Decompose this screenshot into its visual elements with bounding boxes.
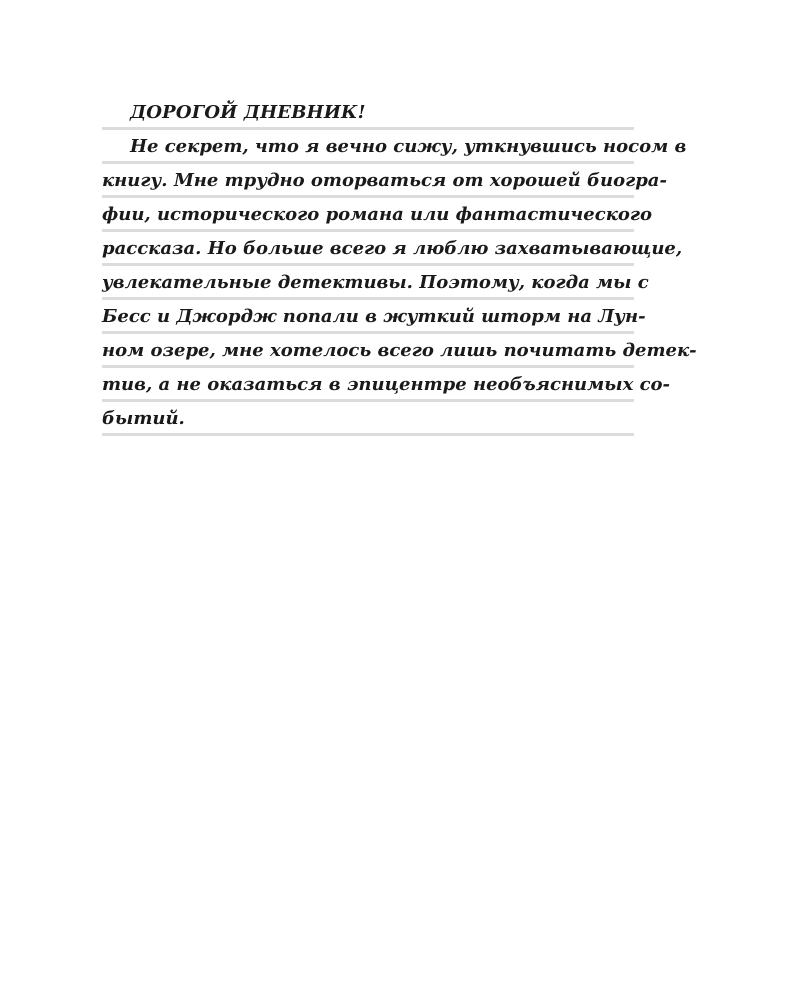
diary-heading: ДОРОГОЙ ДНЕВНИК! (102, 96, 634, 130)
text-line-7: ном озере, мне хотелось всего лишь почитать детек- (102, 334, 634, 368)
diary-entry (102, 96, 697, 436)
text-line-1: Не секрет, что я вечно сижу, уткнувшись носом в (102, 130, 634, 164)
text-line-5: увлекательные детективы. Поэтому, когда мы с (102, 266, 634, 300)
text-line-3: фии, исторического романа или фантастического (102, 198, 634, 232)
text-line-4: рассказа. Но больше всего я люблю захватывающие, (102, 232, 634, 266)
text-line-9: бытий. (102, 402, 634, 436)
text-line-2: книгу. Мне трудно оторваться от хорошей биогра- (102, 164, 634, 198)
text-line-8: тив, а не оказаться в эпицентре необъяснимых со- (102, 368, 634, 402)
text-line-6: Бесс и Джордж попали в жуткий шторм на Лун- (102, 300, 634, 334)
